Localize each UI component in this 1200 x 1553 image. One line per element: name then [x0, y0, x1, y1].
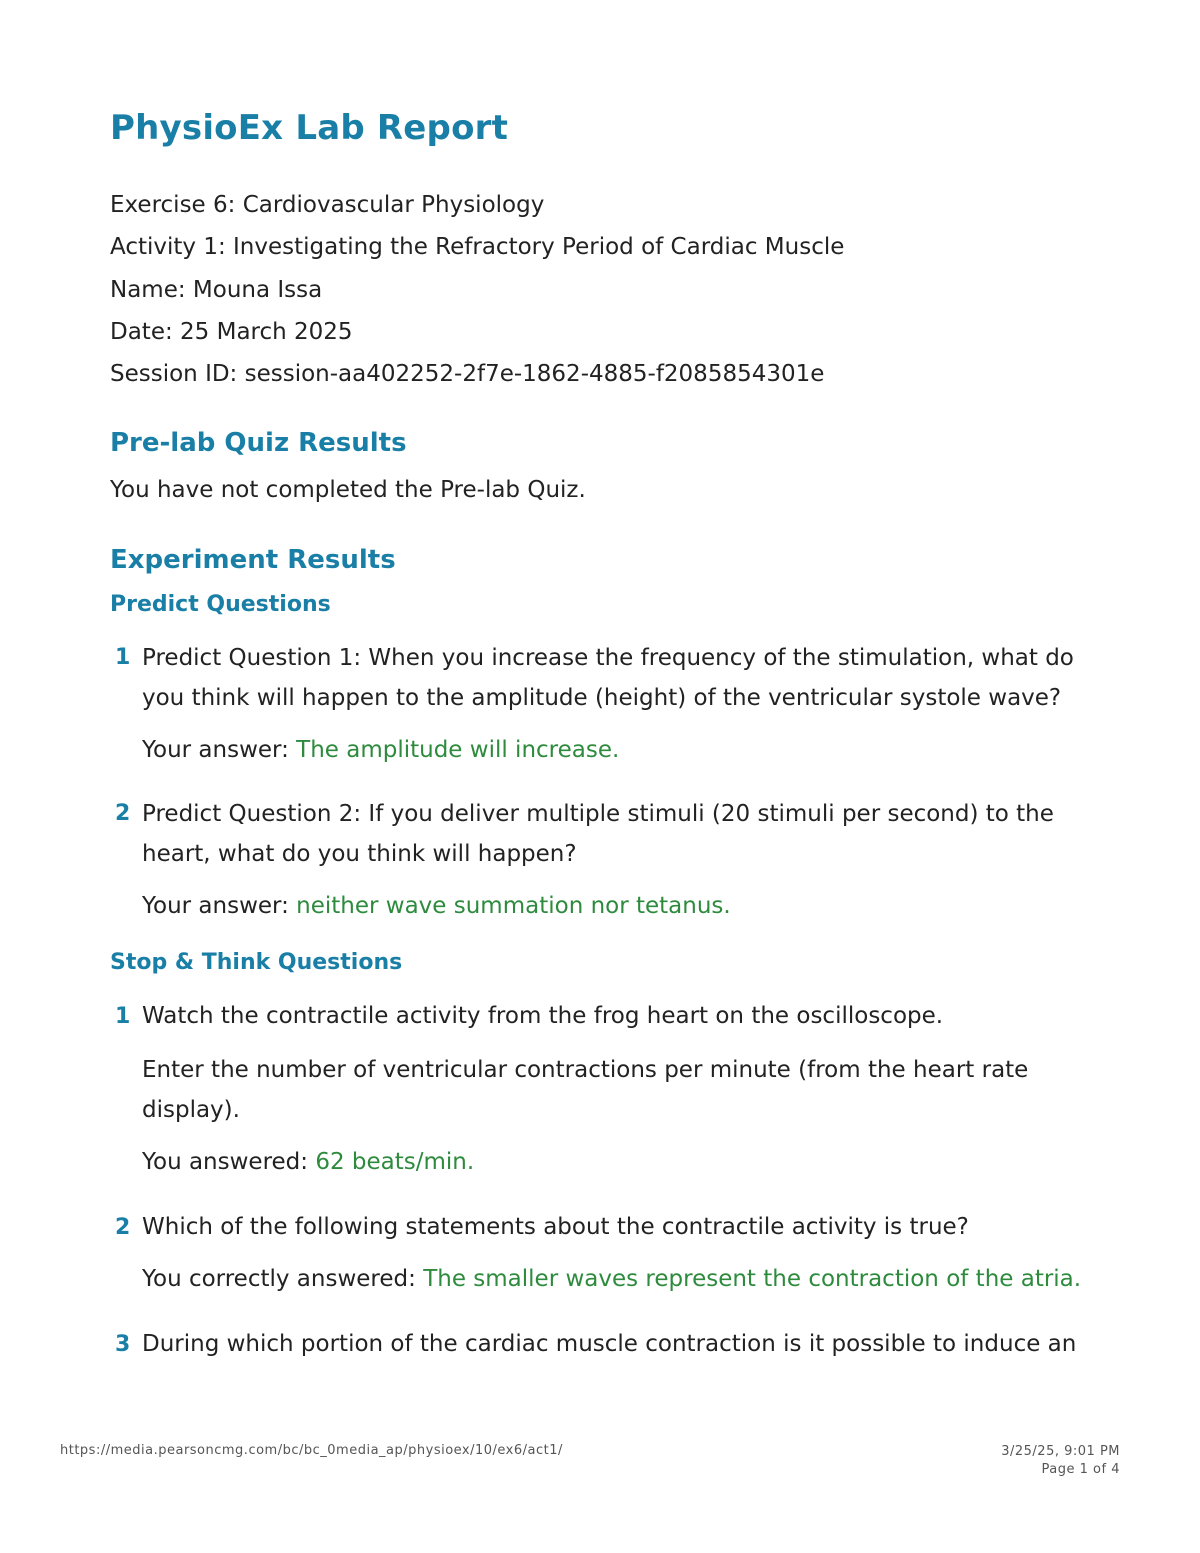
stop-think-question-number: 2	[115, 1215, 131, 1240]
answer-label: You answered:	[142, 1149, 316, 1175]
stop-think-question-text: Which of the following statements about the contractile activity is true?	[142, 1214, 969, 1240]
stop-think-question-text: Watch the contractile activity from the frog heart on the oscilloscope.	[142, 1003, 944, 1029]
answer-value: neither wave summation nor tetanus.	[296, 893, 731, 919]
footer-datetime: 3/25/25, 9:01 PM	[1001, 1444, 1120, 1459]
activity-line: Activity 1: Investigating the Refractory Period of Cardiac Muscle	[110, 234, 845, 260]
stop-think-answer	[142, 1266, 1081, 1292]
stop-think-answer	[142, 1149, 474, 1175]
stop-think-question-number: 3	[115, 1332, 131, 1357]
exercise-line: Exercise 6: Cardiovascular Physiology	[110, 192, 545, 218]
answer-label: Your answer:	[142, 737, 297, 763]
answer-label: Your answer:	[142, 893, 297, 919]
stop-think-question-text: During which portion of the cardiac muscle contraction is it possible to induce an	[142, 1331, 1077, 1357]
prelab-status-text: You have not completed the Pre-lab Quiz.	[110, 477, 586, 503]
predict-question-text: Predict Question 2: If you deliver multiple stimuli (20 stimuli per second) to the heart, what do you think will happen?	[142, 801, 1054, 867]
predict-questions-heading: Predict Questions	[110, 592, 331, 617]
stop-think-question-number: 1	[115, 1004, 131, 1029]
predict-answer	[142, 737, 619, 763]
answer-value: The smaller waves represent the contraction of the atria.	[423, 1266, 1082, 1292]
footer-url: https://media.pearsoncmg.com/bc/bc_0media_ap/physioex/10/ex6/act1/	[60, 1443, 563, 1458]
answer-label: You correctly answered:	[142, 1266, 424, 1292]
student-name-line: Name: Mouna Issa	[110, 277, 323, 303]
predict-question-text: Predict Question 1: When you increase the frequency of the stimulation, what do you think will happen to the amplitude (height) of the ventricular systole wave?	[142, 645, 1074, 711]
predict-question-number: 2	[115, 801, 131, 826]
footer-page-number: Page 1 of 4	[1041, 1462, 1120, 1477]
experiment-results-heading: Experiment Results	[110, 545, 396, 575]
stop-think-heading: Stop & Think Questions	[110, 950, 403, 975]
date-line: Date: 25 March 2025	[110, 319, 353, 345]
predict-answer	[142, 893, 731, 919]
answer-value: 62 beats/min.	[315, 1149, 475, 1175]
footer-info	[1001, 1443, 1120, 1479]
answer-value: The amplitude will increase.	[296, 737, 620, 763]
prelab-heading: Pre-lab Quiz Results	[110, 428, 407, 458]
session-id-line: Session ID: session-aa402252-2f7e-1862-4885-f2085854301e	[110, 361, 825, 387]
stop-think-question-subtext: Enter the number of ventricular contractions per minute (from the heart rate display).	[142, 1057, 1029, 1123]
report-title: PhysioEx Lab Report	[110, 108, 509, 148]
predict-question-number: 1	[115, 645, 131, 670]
